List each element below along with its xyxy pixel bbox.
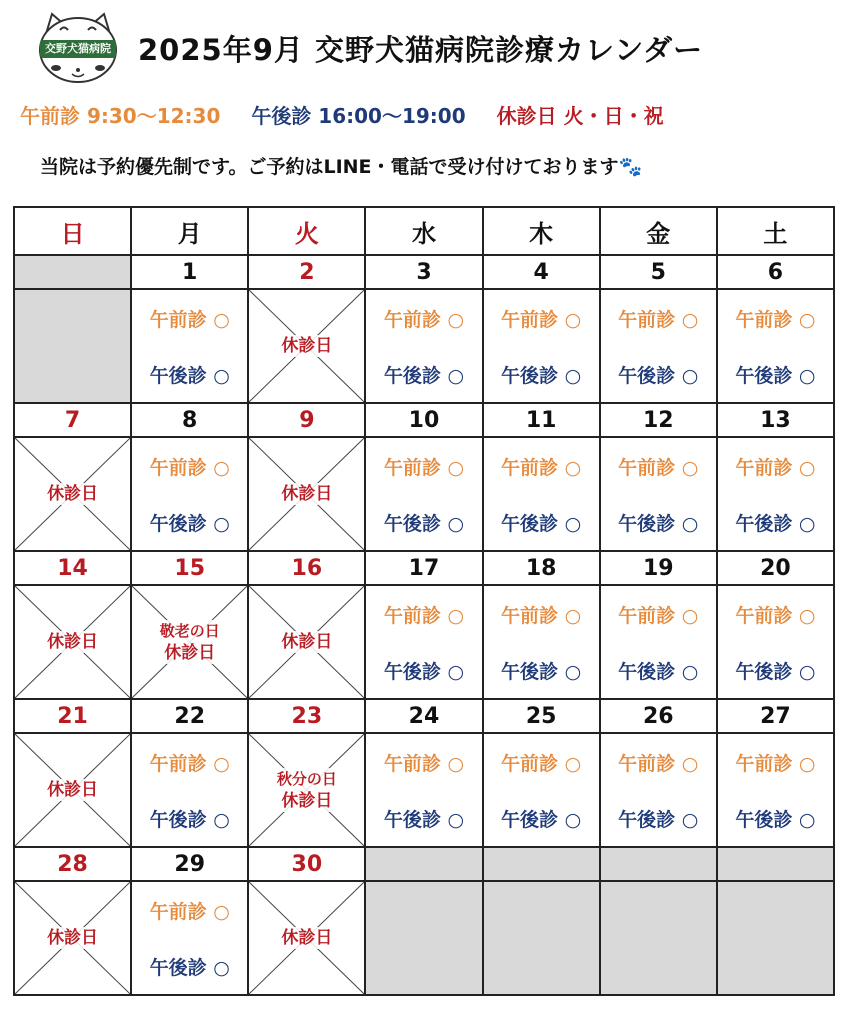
closed-day-cell <box>248 437 365 551</box>
morning-session: 午前診 ○ <box>501 308 582 331</box>
afternoon-session: 午後診 ○ <box>383 808 465 831</box>
date-number: 23 <box>248 699 365 733</box>
open-day-cell <box>600 437 717 551</box>
date-number: 18 <box>483 551 600 585</box>
morning-session: 午前診 ○ <box>149 308 230 331</box>
open-day-cell <box>131 733 248 847</box>
morning-session: 午前診 ○ <box>735 604 816 627</box>
morning-session: 午前診 ○ <box>618 752 699 775</box>
afternoon-session: 午後診 ○ <box>149 364 230 387</box>
open-day-cell <box>717 437 834 551</box>
afternoon-hours: 午後診 16:00〜19:00 <box>251 104 466 128</box>
date-number: 7 <box>14 403 131 437</box>
date-number: 20 <box>717 551 834 585</box>
date-number: 21 <box>14 699 131 733</box>
date-number: 17 <box>365 551 482 585</box>
afternoon-session: 午後診 ○ <box>501 808 582 831</box>
closed-label: 休診日 <box>47 484 99 504</box>
open-day-cell <box>365 733 482 847</box>
afternoon-session: 午後診 ○ <box>618 808 699 831</box>
date-number: 26 <box>600 699 717 733</box>
open-day-cell <box>131 881 248 995</box>
morning-session: 午前診 ○ <box>501 456 582 479</box>
date-number: 25 <box>483 699 600 733</box>
closed-label: 休診日 <box>281 632 333 652</box>
afternoon-session: 午後診 ○ <box>618 660 699 683</box>
weekday-header: 月 <box>131 207 248 255</box>
morning-session: 午前診 ○ <box>383 308 465 331</box>
holiday-name: 秋分の日 <box>276 770 337 788</box>
status-row <box>14 881 834 995</box>
weekday-header: 水 <box>365 207 482 255</box>
date-number <box>365 847 482 881</box>
afternoon-session: 午後診 ○ <box>618 364 699 387</box>
date-number: 1 <box>131 255 248 289</box>
afternoon-session: 午後診 ○ <box>149 512 230 535</box>
closed-day-cell <box>14 437 131 551</box>
closed-label: 休診日 <box>281 928 333 948</box>
date-number-row <box>14 551 834 585</box>
date-number: 8 <box>131 403 248 437</box>
calendar-body <box>14 255 834 995</box>
morning-session: 午前診 ○ <box>383 604 465 627</box>
closed-day-cell <box>248 733 365 847</box>
date-number <box>717 847 834 881</box>
calendar-table <box>13 206 835 996</box>
morning-hours: 午前診 9:30〜12:30 <box>20 104 221 128</box>
morning-session: 午前診 ○ <box>735 456 816 479</box>
date-number: 13 <box>717 403 834 437</box>
morning-session: 午前診 ○ <box>149 752 230 775</box>
weekday-header: 木 <box>483 207 600 255</box>
afternoon-session: 午後診 ○ <box>735 512 816 535</box>
open-day-cell <box>600 733 717 847</box>
open-day-cell <box>365 585 482 699</box>
afternoon-session: 午後診 ○ <box>383 364 465 387</box>
page-title: 2025年9月 交野犬猫病院診療カレンダー <box>138 33 704 67</box>
open-day-cell <box>717 289 834 403</box>
afternoon-session: 午後診 ○ <box>149 808 230 831</box>
closed-day-cell <box>248 585 365 699</box>
date-number: 12 <box>600 403 717 437</box>
closed-label: 休診日 <box>47 632 99 652</box>
morning-session: 午前診 ○ <box>501 752 582 775</box>
morning-session: 午前診 ○ <box>383 752 465 775</box>
closed-day-cell <box>248 289 365 403</box>
date-number: 27 <box>717 699 834 733</box>
date-number: 15 <box>131 551 248 585</box>
date-number: 11 <box>483 403 600 437</box>
open-day-cell <box>483 585 600 699</box>
closed-day-cell <box>14 881 131 995</box>
date-number: 24 <box>365 699 482 733</box>
open-day-cell <box>600 289 717 403</box>
weekday-header: 日 <box>14 207 131 255</box>
open-day-cell <box>483 437 600 551</box>
closed-days: 休診日 火・日・祝 <box>496 104 664 128</box>
date-number: 28 <box>14 847 131 881</box>
closed-label: 休診日 <box>164 643 216 663</box>
afternoon-session: 午後診 ○ <box>501 364 582 387</box>
morning-session: 午前診 ○ <box>618 308 699 331</box>
open-day-cell <box>365 289 482 403</box>
afternoon-session: 午後診 ○ <box>501 660 582 683</box>
closed-label: 休診日 <box>281 484 333 504</box>
clinic-logo <box>32 8 124 88</box>
status-row <box>14 585 834 699</box>
empty-cell <box>14 289 131 403</box>
closed-label: 休診日 <box>47 780 99 800</box>
afternoon-session: 午後診 ○ <box>735 808 816 831</box>
closed-label: 休診日 <box>281 336 333 356</box>
date-number: 19 <box>600 551 717 585</box>
closed-label: 休診日 <box>47 928 99 948</box>
open-day-cell <box>483 289 600 403</box>
open-day-cell <box>365 437 482 551</box>
afternoon-session: 午後診 ○ <box>149 956 230 979</box>
closed-day-cell <box>14 585 131 699</box>
date-number <box>483 847 600 881</box>
empty-cell <box>717 881 834 995</box>
status-row <box>14 733 834 847</box>
afternoon-session: 午後診 ○ <box>501 512 582 535</box>
weekday-header-row <box>14 207 834 255</box>
open-day-cell <box>600 585 717 699</box>
closed-day-cell <box>248 881 365 995</box>
afternoon-session: 午後診 ○ <box>735 364 816 387</box>
morning-session: 午前診 ○ <box>735 308 816 331</box>
date-number: 14 <box>14 551 131 585</box>
date-number-row <box>14 847 834 881</box>
date-number-row <box>14 255 834 289</box>
status-row <box>14 437 834 551</box>
hours-line <box>20 100 670 129</box>
open-day-cell <box>717 585 834 699</box>
reservation-notice: 当院は予約優先制です。ご予約はLINE・電話で受け付けております🐾 <box>40 156 643 178</box>
date-number: 30 <box>248 847 365 881</box>
status-row <box>14 289 834 403</box>
date-number: 10 <box>365 403 482 437</box>
afternoon-session: 午後診 ○ <box>735 660 816 683</box>
holiday-name: 敬老の日 <box>159 622 220 640</box>
date-number: 6 <box>717 255 834 289</box>
weekday-header: 土 <box>717 207 834 255</box>
morning-session: 午前診 ○ <box>383 456 465 479</box>
afternoon-session: 午後診 ○ <box>383 512 465 535</box>
empty-cell <box>365 881 482 995</box>
morning-session: 午前診 ○ <box>618 604 699 627</box>
morning-session: 午前診 ○ <box>618 456 699 479</box>
date-number: 9 <box>248 403 365 437</box>
weekday-header: 火 <box>248 207 365 255</box>
date-number-row <box>14 699 834 733</box>
closed-day-cell <box>131 585 248 699</box>
morning-session: 午前診 ○ <box>501 604 582 627</box>
open-day-cell <box>131 289 248 403</box>
closed-day-cell <box>14 733 131 847</box>
date-number: 29 <box>131 847 248 881</box>
date-number: 5 <box>600 255 717 289</box>
closed-label: 休診日 <box>281 791 333 811</box>
afternoon-session: 午後診 ○ <box>618 512 699 535</box>
date-number: 3 <box>365 255 482 289</box>
empty-cell <box>483 881 600 995</box>
date-number: 2 <box>248 255 365 289</box>
empty-cell <box>600 881 717 995</box>
open-day-cell <box>131 437 248 551</box>
date-number-row <box>14 403 834 437</box>
date-number: 16 <box>248 551 365 585</box>
open-day-cell <box>483 733 600 847</box>
morning-session: 午前診 ○ <box>149 900 230 923</box>
date-number: 4 <box>483 255 600 289</box>
morning-session: 午前診 ○ <box>735 752 816 775</box>
weekday-header: 金 <box>600 207 717 255</box>
afternoon-session: 午後診 ○ <box>383 660 465 683</box>
date-number <box>600 847 717 881</box>
date-number <box>14 255 131 289</box>
morning-session: 午前診 ○ <box>149 456 230 479</box>
logo-text: 交野犬猫病院 <box>45 42 111 55</box>
date-number: 22 <box>131 699 248 733</box>
open-day-cell <box>717 733 834 847</box>
